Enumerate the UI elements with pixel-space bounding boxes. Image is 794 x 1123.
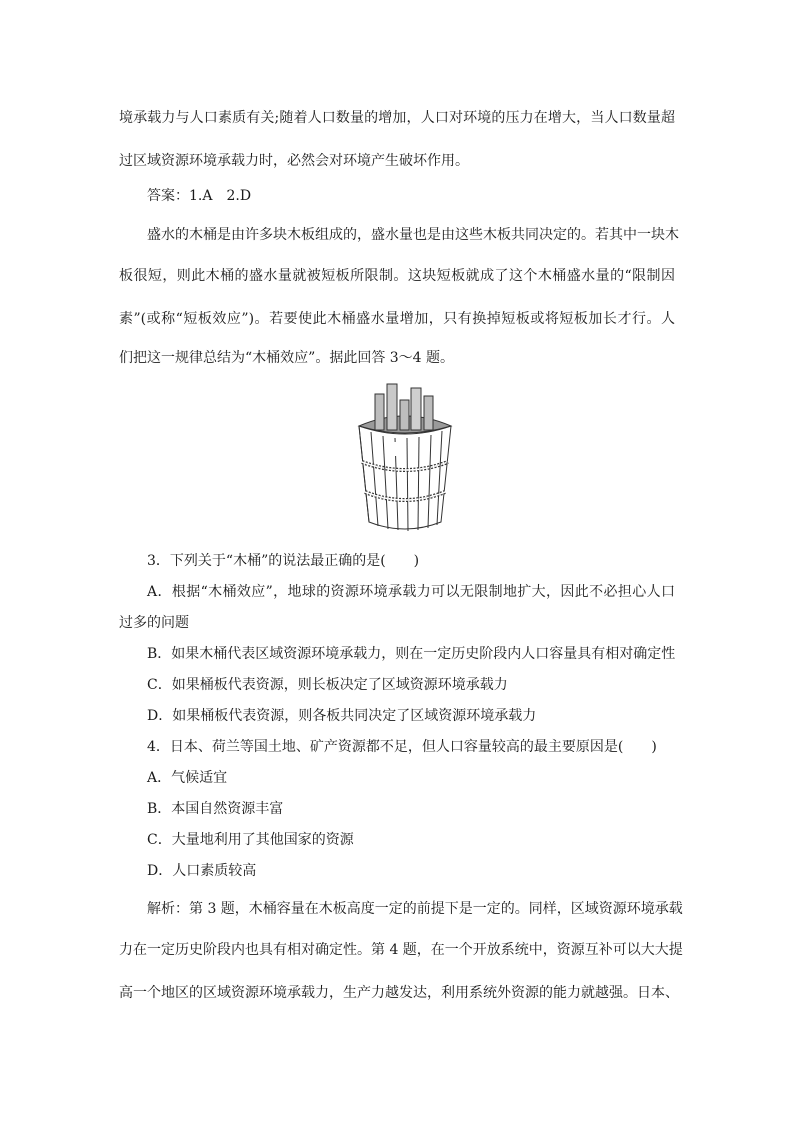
intro-line-1: 境承载力与人口素质有关;随着人口数量的增加，人口对环境的压力在增大，当人口数量超	[119, 110, 675, 126]
q3-option-a-line-1: A．根据“木桶效应”，地球的资源环境承载力可以无限制地扩大，因此不必担心人口	[147, 584, 675, 600]
analysis-line-3: 高一个地区的区域资源环境承载力，生产力越发达，利用系统外资源的能力就越强。日本、	[119, 985, 679, 1001]
analysis-line-1: 解析：第 3 题，木桶容量在木板高度一定的前提下是一定的。同样，区域资源环境承载	[147, 901, 683, 917]
q3-stem: 3．下列关于“木桶”的说法最正确的是( )	[147, 553, 420, 569]
analysis-line-2: 力在一定历史阶段内也具有相对确定性。第 4 题，在一个开放系统中，资源互补可以大大提	[119, 942, 683, 958]
passage-line-3: 素”(或称“短板效应”)。若要使此木桶盛水量增加，只有换掉短板或将短板加长才行。人	[119, 311, 675, 327]
q4-option-a: A．气候适宜	[147, 770, 228, 786]
q4-option-b: B．本国自然资源丰富	[147, 801, 284, 817]
q3-option-d: D．如果桶板代表资源，则各板共同决定了区域资源环境承载力	[147, 708, 537, 724]
wooden-bucket-icon	[345, 380, 465, 536]
q3-option-b: B．如果木桶代表区域资源环境承载力，则在一定历史阶段内人口容量具有相对确定性	[147, 646, 676, 662]
passage-line-1: 盛水的木桶是由许多块木板组成的，盛水量也是由这些木板共同决定的。若其中一块木	[147, 227, 679, 243]
q3-option-a-line-2: 过多的问题	[119, 615, 189, 631]
q3-option-c: C．如果桶板代表资源，则长板决定了区域资源环境承载力	[147, 677, 508, 693]
passage-line-2: 板很短，则此木桶的盛水量就被短板所限制。这块短板就成了这个木桶盛水量的“限制因	[119, 268, 675, 284]
q4-option-d: D．人口素质较高	[147, 863, 257, 879]
answer-line: 答案：1.A 2.D	[147, 188, 252, 204]
passage-line-4: 们把这一规律总结为“木桶效应”。据此回答 3～4 题。	[119, 350, 455, 366]
q4-stem: 4．日本、荷兰等国土地、矿产资源都不足，但人口容量较高的最主要原因是( )	[147, 739, 657, 755]
q4-option-c: C．大量地利用了其他国家的资源	[147, 832, 354, 848]
intro-line-2: 过区域资源环境承载力时，必然会对环境产生破坏作用。	[119, 153, 469, 169]
